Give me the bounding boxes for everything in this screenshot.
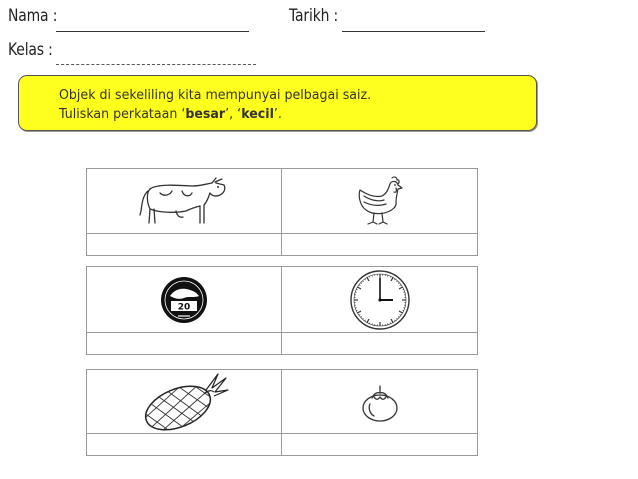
answer-cell[interactable] [282,434,477,455]
item-group-2 [86,266,478,355]
item-group-1 [86,168,478,256]
picture-cell [87,370,282,433]
date-field[interactable] [342,31,485,32]
answer-cell[interactable] [87,234,282,255]
instruction-text: ’, ‘ [225,107,242,122]
coin-icon [158,274,210,326]
answer-cell[interactable] [87,434,282,455]
word-besar: besar [185,107,226,122]
picture-cell [282,267,477,332]
pineapple-icon [138,372,230,432]
instruction-line-1: Objek di sekeliling kita mempunyai pelbagai saiz. [59,88,372,103]
name-label: Nama : [8,6,58,26]
instruction-box [18,75,537,131]
class-field[interactable] [56,64,256,65]
item-group-3 [86,369,478,456]
hen-icon [352,172,408,230]
word-kecil: kecil [241,107,274,122]
class-label: Kelas : [8,40,53,60]
answer-cell[interactable] [87,333,282,354]
picture-cell [282,169,477,233]
cow-icon [136,171,232,231]
mangosteen-icon [358,380,402,424]
date-label: Tarikh : [289,6,339,26]
picture-cell [282,370,477,433]
clock-icon [349,269,411,331]
instruction-line-2 [59,105,522,124]
name-field[interactable] [56,31,249,32]
answer-cell[interactable] [282,234,477,255]
picture-cell [87,169,282,233]
instruction-text: ’. [273,107,282,122]
instruction-text: Tuliskan perkataan ‘ [59,107,186,122]
picture-cell [87,267,282,332]
answer-cell[interactable] [282,333,477,354]
coin-value: 20 [177,302,191,312]
